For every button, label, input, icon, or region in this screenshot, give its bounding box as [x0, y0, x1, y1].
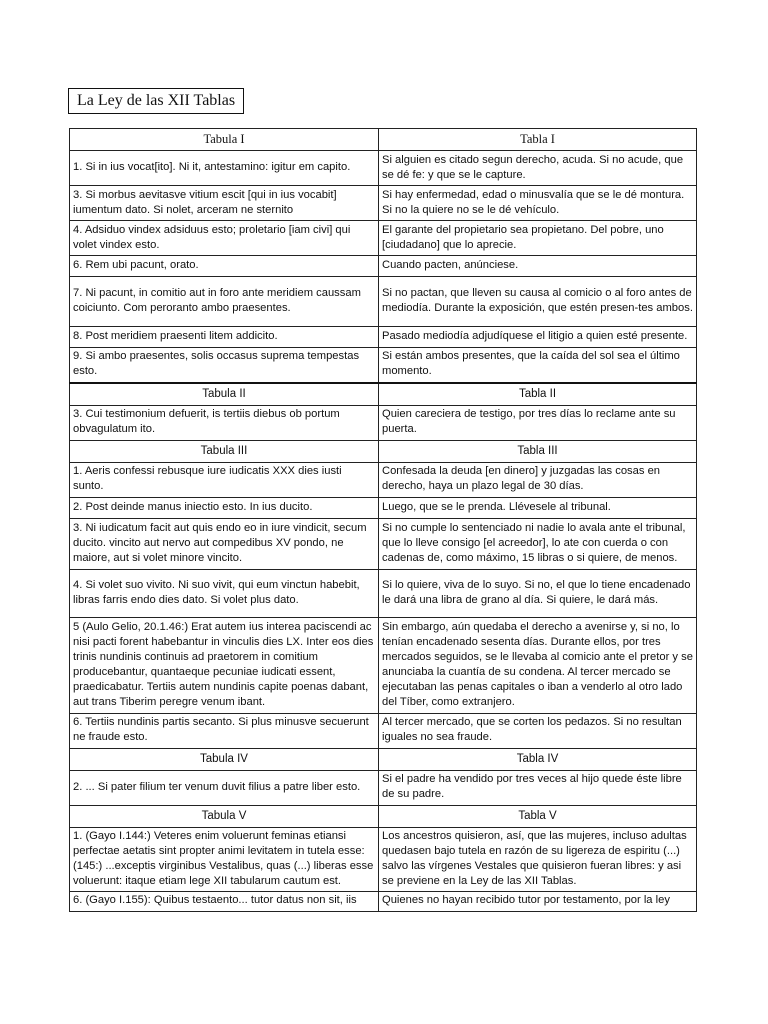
table-row: [70, 277, 697, 327]
table-row: [70, 569, 697, 617]
spanish-section-heading: Tabla IV: [379, 748, 697, 770]
spanish-text-cell: Pasado mediodía adjudíquese el litigio a quien esté presente.: [379, 327, 697, 348]
spanish-section-heading: Tabla III: [379, 440, 697, 462]
table-row: [70, 256, 697, 277]
spanish-text-cell: El garante del propietario sea propietano. Del pobre, uno [ciudadano] que lo aprecie.: [379, 221, 697, 256]
table-row: [70, 827, 697, 891]
table-row: [70, 462, 697, 497]
latin-section-heading: Tabula V: [70, 805, 379, 827]
latin-text-cell: 9. Si ambo praesentes, solis occasus suprema tempestas esto.: [70, 348, 379, 383]
spanish-section-heading: Tabla I: [379, 129, 697, 151]
latin-text-cell: 2. ... Si pater filium ter venum duvit filius a patre liber esto.: [70, 770, 379, 805]
latin-text-cell: 6. Tertiis nundinis partis secanto. Si plus minusve secuerunt ne fraude esto.: [70, 713, 379, 748]
table-row: [70, 186, 697, 221]
spanish-section-heading: Tabla V: [379, 805, 697, 827]
spanish-text-cell: Si están ambos presentes, que la caída del sol sea el último momento.: [379, 348, 697, 383]
section-header-row: [70, 383, 697, 406]
latin-section-heading: Tabula IV: [70, 748, 379, 770]
spanish-text-cell: Confesada la deuda [en dinero] y juzgadas las cosas en derecho, haya un plazo legal de 30 días.: [379, 462, 697, 497]
spanish-text-cell: Si el padre ha vendido por tres veces al hijo quede éste libre de su padre.: [379, 770, 697, 805]
section-header-row: [70, 129, 697, 151]
page-title: La Ley de las XII Tablas: [68, 88, 244, 114]
spanish-section-heading: Tabla II: [379, 383, 697, 406]
spanish-text-cell: Los ancestros quisieron, así, que las mujeres, incluso adultas quedasen bajo tutela en razón de su ligereza de espiritu (...) salvo las vírgenes Vestales que quisieron fueran libres: y asi se previene en la Ley de las XII Tablas.: [379, 827, 697, 891]
latin-text-cell: 8. Post meridiem praesenti litem addicito.: [70, 327, 379, 348]
table-row: [70, 497, 697, 518]
latin-section-heading: Tabula II: [70, 383, 379, 406]
table-row: [70, 405, 697, 440]
table-row: [70, 770, 697, 805]
latin-text-cell: 6. Rem ubi pacunt, orato.: [70, 256, 379, 277]
spanish-text-cell: Si no pactan, que lleven su causa al comicio o al foro antes de mediodía. Durante la exposición, que estén presen-tes ambos.: [379, 277, 697, 327]
latin-text-cell: 2. Post deinde manus iniectio esto. In ius ducito.: [70, 497, 379, 518]
spanish-text-cell: Si alguien es citado segun derecho, acuda. Si no acude, que se dé fe: y que se le capture.: [379, 151, 697, 186]
spanish-text-cell: Cuando pacten, anúnciese.: [379, 256, 697, 277]
section-header-row: [70, 748, 697, 770]
latin-text-cell: 1. Si in ius vocat[ito]. Ni it, antestamino: igitur em capito.: [70, 151, 379, 186]
latin-section-heading: Tabula I: [70, 129, 379, 151]
law-table: [69, 128, 697, 912]
spanish-text-cell: Sin embargo, aún quedaba el derecho a avenirse y, si no, lo tenían encadenado sesenta días. Durante ellos, por tres mercados seguidos, se le llevaba al comicio ante el pretor y se anunciaba la cuantía de su condena. Al tercer mercado se ejecutaban las penas capitales o iban a venderlo al otro lado del Tíber, como extranjero.: [379, 617, 697, 713]
table-row: [70, 891, 697, 911]
spanish-text-cell: Quienes no hayan recibido tutor por testamento, por la ley: [379, 891, 697, 911]
table-row: [70, 518, 697, 569]
latin-text-cell: 7. Ni pacunt, in comitio aut in foro ante meridiem caussam coiciunto. Com peroranto ambo praesentes.: [70, 277, 379, 327]
latin-text-cell: 4. Si volet suo vivito. Ni suo vivit, qui eum vinctun habebit, libras farris endo dies dato. Si volet plus dato.: [70, 569, 379, 617]
spanish-text-cell: Si lo quiere, viva de lo suyo. Si no, el que lo tiene encadenado le dará una libra de grano al día. Si quiere, le dará más.: [379, 569, 697, 617]
table-row: [70, 713, 697, 748]
spanish-text-cell: Luego, que se le prenda. Llévesele al tribunal.: [379, 497, 697, 518]
latin-text-cell: 4. Adsiduo vindex adsiduus esto; proletario [iam civi] qui volet vindex esto.: [70, 221, 379, 256]
table-row: [70, 151, 697, 186]
section-header-row: [70, 805, 697, 827]
spanish-text-cell: Al tercer mercado, que se corten los pedazos. Si no resultan iguales no sea fraude.: [379, 713, 697, 748]
latin-section-heading: Tabula III: [70, 440, 379, 462]
spanish-text-cell: Si hay enfermedad, edad o minusvalía que se le dé montura. Si no la quiere no se le dé vehículo.: [379, 186, 697, 221]
section-header-row: [70, 440, 697, 462]
latin-text-cell: 3. Si morbus aevitasve vitium escit [qui in ius vocabit] iumentum dato. Si nolet, arceram ne sternito: [70, 186, 379, 221]
table-row: [70, 221, 697, 256]
table-row: [70, 348, 697, 383]
latin-text-cell: 3. Ni iudicatum facit aut quis endo eo in iure vindicit, secum ducito. vincito aut nervo aut compedibus XV pondo, ne maiore, aut si volet minore vincito.: [70, 518, 379, 569]
latin-text-cell: 1. Aeris confessi rebusque iure iudicatis XXX dies iusti sunto.: [70, 462, 379, 497]
table-row: [70, 617, 697, 713]
latin-text-cell: 5 (Aulo Gelio, 20.1.46:) Erat autem ius interea paciscendi ac nisi pacti forent habebantur in vinculis dies LX. Inter eos dies trinis nundinis continuis ad praetorem in comitium producebantur, quantaeque pecuniae iudicati essent, praedicabatur. Tertiis autem nundinis capite poenas dabant, aut trans Tiberim peregre venum ibant.: [70, 617, 379, 713]
spanish-text-cell: Quien careciera de testigo, por tres días lo reclame ante su puerta.: [379, 405, 697, 440]
latin-text-cell: 3. Cui testimonium defuerit, is tertiis diebus ob portum obvagulatum ito.: [70, 405, 379, 440]
latin-text-cell: 1. (Gayo I.144:) Veteres enim voluerunt feminas etiansi perfectae aetatis sint propter animi levitatem in tutela esse: (145:) ...exceptis virginibus Vestalibus, quas (...) liberas esse voluerunt: itaque etiam lege XII tabularum cautum est.: [70, 827, 379, 891]
table-row: [70, 327, 697, 348]
latin-text-cell: 6. (Gayo I.155): Quibus testaento... tutor datus non sit, iis: [70, 891, 379, 911]
spanish-text-cell: Si no cumple lo sentenciado ni nadie lo avala ante el tribunal, que lo lleve consigo [el acreedor], lo ate con cuerda o con cadenas de, como máximo, 15 libras o si quiere, de menos.: [379, 518, 697, 569]
